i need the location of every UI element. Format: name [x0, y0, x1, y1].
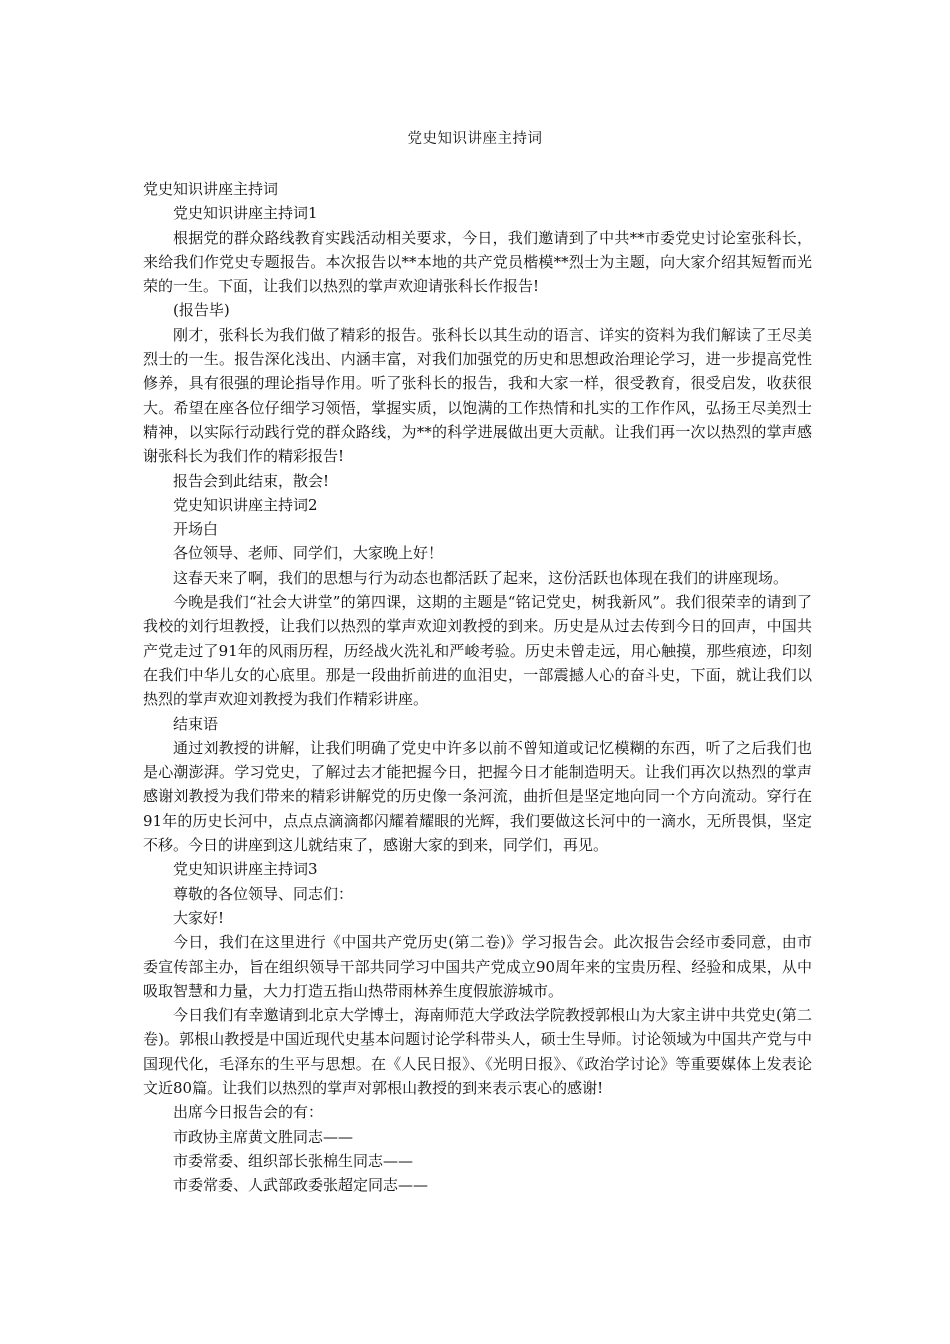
paragraph: 市委常委、人武部政委张超定同志—— [173, 1176, 429, 1195]
paragraph: 今晚是我们“社会大讲堂”的第四课，这期的主题是“铭记党史，树我新风”。我们很荣幸的请到了我校的刘行坦教授，让我们以热烈的掌声欢迎刘教授的到来。历史是从过去传到今日的回声，中国共产党走过了91年的风雨历程，历经战火洗礼和严峻考验。历史未曾走远，用心触摸，那些痕迹，印刻在我们中华儿女的心底里。那是一段曲折前进的血泪史，一部震撼人心的奋斗史，下面，就让我们以热烈的掌声欢迎刘教授为我们作精彩讲座。 [143, 593, 812, 709]
paragraph: 根据党的群众路线教育实践活动相关要求，今日，我们邀请到了中共**市委党史讨论室张科长，来给我们作党史专题报告。本次报告以**本地的共产党员楷模**烈士为主题，向大家介绍其短暂而光荣的一生。下面，让我们以热烈的掌声欢迎请张科长作报告! [143, 228, 812, 296]
paragraph: (报告毕) [173, 301, 230, 320]
paragraph: 党史知识讲座主持词1 [173, 204, 318, 223]
paragraph: 报告会到此结束，散会! [173, 471, 330, 490]
section-heading: 党史知识讲座主持词 [143, 180, 279, 198]
paragraph: 党史知识讲座主持词3 [173, 860, 318, 879]
paragraph: 结束语 [173, 714, 219, 733]
paragraph: 各位领导、老师、同学们，大家晚上好！ [173, 544, 444, 563]
paragraph: 大家好! [173, 908, 225, 927]
paragraph: 通过刘教授的讲解，让我们明确了党史中许多以前不曾知道或记忆模糊的东西，听了之后我们也是心潮澎湃。学习党史，了解过去才能把握今日，把握今日才能制造明天。让我们再次以热烈的掌声感谢刘教授为我们带来的精彩讲解党的历史像一条河流，曲折但是坚定地向同一个方向流动。穿行在91年的历史长河中，点点点滴滴都闪耀着耀眼的光辉，我们要做这长河中的一滴水，无所畏惧，坚定不移。今日的讲座到这儿就结束了，感谢大家的到来，同学们，再见。 [143, 738, 812, 855]
document-title: 党史知识讲座主持词 [407, 131, 543, 147]
paragraph: 市委常委、组织部长张棉生同志—— [173, 1151, 414, 1170]
paragraph: 今日，我们在这里进行《中国共产党历史(第二卷)》学习报告会。此次报告会经市委同意，由市委宣传部主办，旨在组织领导干部共同学习中国共产党成立90周年来的宝贵历程、经验和成果，从中吸取智慧和力量，大力打造五指山热带雨林养生度假旅游城市。 [143, 933, 812, 1000]
paragraph: 党史知识讲座主持词2 [173, 495, 318, 514]
document-body [143, 177, 812, 1197]
paragraph: 市政协主席黄文胜同志—— [173, 1127, 354, 1146]
paragraph: 开场白 [173, 520, 219, 539]
paragraph: 今日我们有幸邀请到北京大学博士，海南师范大学政法学院教授郭根山为大家主讲中共党史(第二卷)。郭根山教授是中国近现代史基本问题讨论学科带头人，硕士生导师。讨论领域为中国共产党与中国现代化，毛泽东的生平与思想。在《人民日报》、《光明日报》、《政治学讨论》等重要媒体上发表论文近80篇。让我们以热烈的掌声对郭根山教授的到来表示衷心的感谢! [143, 1006, 812, 1097]
paragraph: 这春天来了啊，我们的思想与行为动态也都活跃了起来，这份活跃也体现在我们的讲座现场。 [173, 568, 789, 587]
paragraph: 刚才，张科长为我们做了精彩的报告。张科长以其生动的语言、详实的资料为我们解读了王尽美烈士的一生。报告深化浅出、内涵丰富，对我们加强党的历史和思想政治理论学习，进一步提高党性修养，具有很强的理论指导作用。听了张科长的报告，我和大家一样，很受教育，很受启发，收获很大。希望在座各位仔细学习领悟，掌握实质，以饱满的工作热情和扎实的工作作风，弘扬王尽美烈士精神，以实际行动践行党的群众路线，为**的科学进展做出更大贡献。让我们再一次以热烈的掌声感谢张科长为我们作的精彩报告! [143, 325, 812, 466]
paragraph: 尊敬的各位领导、同志们： [173, 884, 354, 903]
paragraph: 出席今日报告会的有： [173, 1103, 324, 1122]
